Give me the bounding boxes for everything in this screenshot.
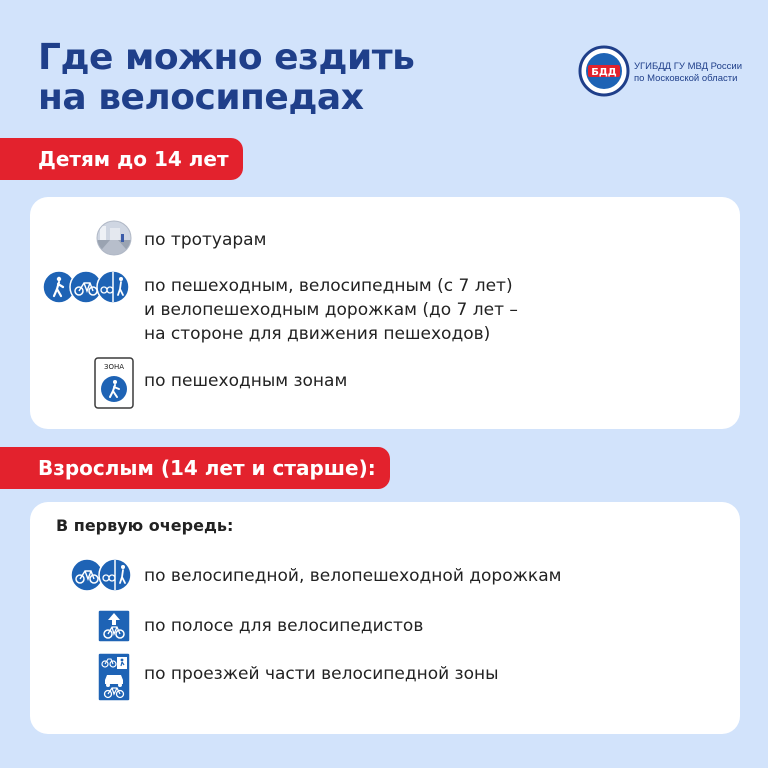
page-title — [38, 38, 414, 118]
adults-item-2-text: по полосе для велосипедистов — [144, 616, 424, 636]
adults-item-1-text: по велосипедной, велопешеходной дорожкам — [144, 566, 562, 586]
organization-name — [634, 61, 742, 85]
bicycle-path-signs-icon — [70, 558, 132, 592]
children-item-3-text: по пешеходным зонам — [144, 371, 348, 391]
pedestrian-bicycle-signs-icon — [42, 270, 130, 304]
children-item-2-line-3: на стороне для движения пешеходов) — [144, 324, 491, 344]
children-item-1-text: по тротуарам — [144, 230, 267, 250]
adults-card — [30, 502, 740, 734]
section-tag-adults: Взрослым (14 лет и старше): — [0, 447, 390, 489]
children-item-2-line-2: и велопешеходным дорожкам (до 7 лет – — [144, 300, 518, 320]
org-line-1: УГИБДД ГУ МВД России — [634, 61, 742, 72]
children-item-2-line-1: по пешеходным, велосипедным (с 7 лет) — [144, 276, 513, 296]
sidewalk-photo-icon — [96, 220, 132, 256]
org-line-2: по Московской области — [634, 73, 738, 84]
title-line-2: на велосипедах — [38, 77, 364, 118]
svg-text:ЗОНА: ЗОНА — [103, 363, 125, 371]
children-card — [30, 197, 740, 429]
title-line-1: Где можно ездить — [38, 37, 415, 78]
traffic-police-logo-icon — [578, 45, 630, 97]
bicycle-lane-sign-icon — [97, 609, 131, 643]
pedestrian-zone-sign-icon — [94, 357, 134, 409]
bicycle-zone-sign-icon — [97, 652, 131, 702]
adults-item-3-text: по проезжей части велосипедной зоны — [144, 664, 499, 684]
svg-text:БДД: БДД — [591, 67, 617, 78]
section-tag-children: Детям до 14 лет — [0, 138, 243, 180]
adults-subhead: В первую очередь: — [56, 516, 234, 535]
